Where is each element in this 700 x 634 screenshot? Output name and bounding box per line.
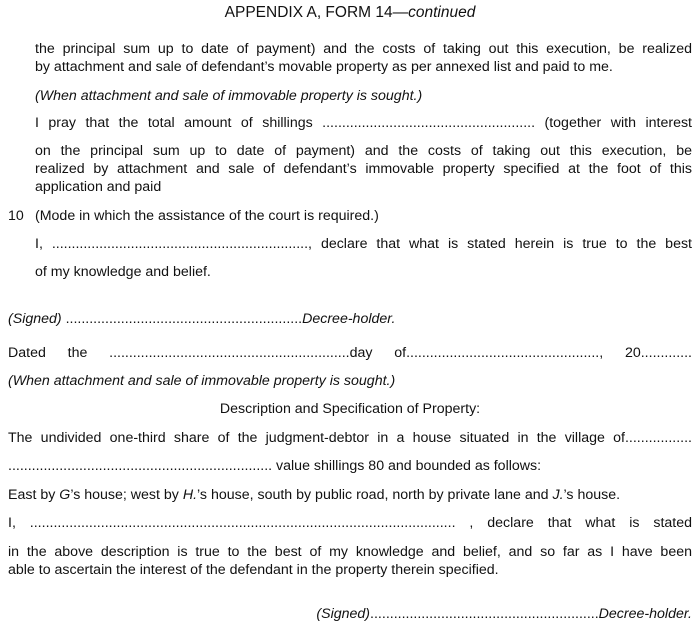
description-line-2: able to ascertain the interest of the defendant in the property therein specified.: [8, 562, 499, 578]
property-line-1: The undivided one-third share of the judgment-debtor in a house situated in the village of.................: [8, 430, 692, 446]
item-number: 10: [8, 208, 24, 224]
description-line-1: in the above description is true to the best of my knowledge and belief, and so far as I have been: [8, 544, 692, 560]
property-line-2: ................................................................... value shillings 80 and bounded as follows:: [8, 458, 542, 474]
text-line-pray: I pray that the total amount of shillings ...................................................... (together with interest: [35, 115, 692, 131]
signature-line-1: (Signed) ............................................................Decree-holder.: [8, 311, 396, 327]
text-line-1: the principal sum up to date of payment) and the costs of taking out this execution, be realized: [35, 41, 692, 57]
section-heading: Description and Specification of Property:: [219, 401, 481, 417]
dated-line: Dated the .............................................................day of................................................., 20.............: [8, 345, 692, 361]
boundaries-line: East by G’s house; west by H.’s house, south by public road, north by private lane and J.’s house.: [8, 487, 621, 503]
text-line-2: by attachment and sale of defendant’s movable property as per annexed list and paid to me.: [35, 59, 613, 75]
text-line-6: realized by attachment and sale of defendant’s immovable property specified at the foot of this: [35, 161, 692, 177]
text-line-5: on the principal sum up to date of payment) and the costs of taking out this execution, be: [35, 143, 692, 159]
instruction-immovable: (When attachment and sale of immovable property is sought.): [35, 88, 423, 104]
declaration-line: I, ................................................................., declare that what is stated herein is true to the best: [35, 236, 692, 252]
instruction-immovable-2: (When attachment and sale of immovable property is sought.): [8, 373, 396, 389]
mode-of-assistance: (Mode in which the assistance of the court is required.): [35, 208, 379, 224]
declaration-line-2: of my knowledge and belief.: [35, 264, 211, 280]
page-title: APPENDIX A, FORM 14—continued: [224, 4, 476, 21]
signature-line-2: (Signed)..........................................................Decree-holder.: [316, 606, 692, 622]
declaration-line-3: I, ............................................................................................................ , declare that what is stated: [8, 515, 692, 531]
text-line-7: application and paid: [35, 179, 162, 195]
